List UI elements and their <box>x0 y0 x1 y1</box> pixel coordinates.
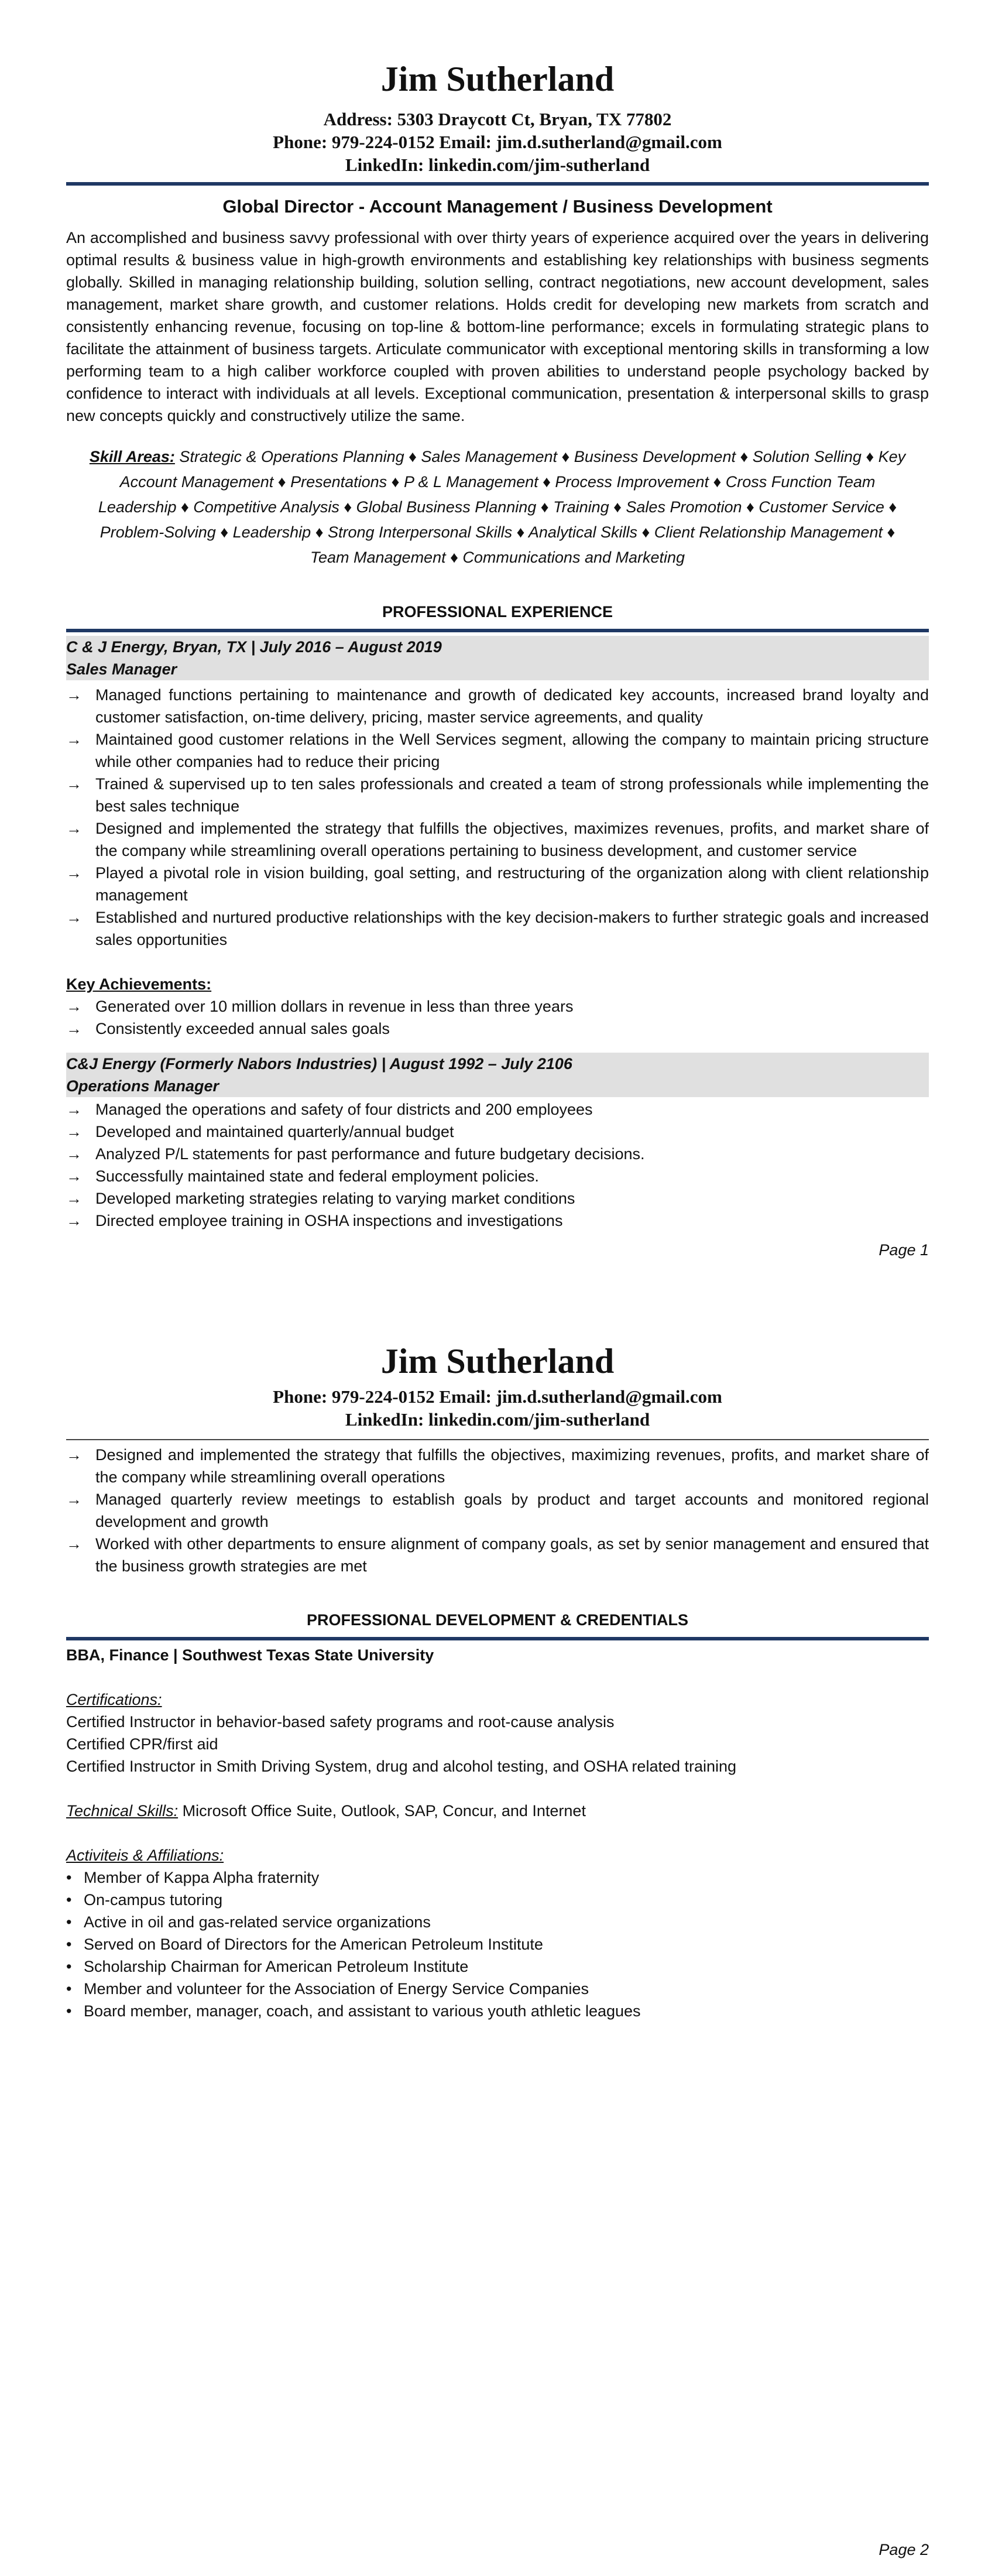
list-item-text: Managed the operations and safety of four districts and 200 employees <box>95 1101 593 1118</box>
bullet-icon: • <box>66 1913 72 1931</box>
bullet-icon: → <box>66 1446 82 1464</box>
candidate-name: Jim Sutherland <box>380 60 615 98</box>
page-number: Page 1 <box>879 1241 929 1259</box>
tech-label: Technical Skills: <box>66 1802 179 1820</box>
bullet-icon: → <box>66 1123 82 1140</box>
job-company: C&J Energy (Formerly Nabors Industries) | August 1992 – July 2106 <box>66 1055 572 1073</box>
skill-areas <box>66 444 929 570</box>
divider <box>66 1439 929 1440</box>
list-item-text: Managed functions pertaining to maintenance and growth of dedicated key accounts, increased brand loyalty and customer satisfaction, on-time delivery, pricing, master service agreements, and quality <box>95 686 929 726</box>
list-item <box>66 817 929 862</box>
list-item <box>66 1187 929 1210</box>
bullet-icon: • <box>66 1958 72 1975</box>
list-item <box>66 773 929 817</box>
list-item <box>66 1866 929 1889</box>
list-item-text: Developed marketing strategies relating to varying market conditions <box>95 1190 575 1207</box>
list-item <box>66 995 929 1018</box>
bullet-icon: • <box>66 1891 72 1909</box>
education-heading: PROFESSIONAL DEVELOPMENT & CREDENTIALS <box>306 1611 689 1629</box>
list-item-text: Active in oil and gas-related service organizations <box>84 1913 431 1931</box>
list-item <box>66 1444 929 1488</box>
list-item-text: Board member, manager, coach, and assistant to various youth athletic leagues <box>84 2002 641 2020</box>
skills-text: Strategic & Operations Planning ♦ Sales Management ♦ Business Development ♦ Solution Selling ♦ Key Account Management ♦ Presentations ♦ P & L Management ♦ Process Improvement ♦ Cross Function Team Leadership ♦ Competitive Analysis ♦ Global Business Planning ♦ Training ♦ Sales Promotion ♦ Customer Service ♦ Problem-Solving ♦ Leadership ♦ Strong Interpersonal Skills ♦ Analytical Skills ♦ Client Relationship Management ♦ Team Management ♦ Communications and Marketing <box>98 448 906 566</box>
list-item <box>66 1889 929 1911</box>
bullet-list <box>66 1098 929 1232</box>
job-header <box>66 1053 929 1097</box>
bullet-icon: → <box>66 731 82 748</box>
experience-heading: PROFESSIONAL EXPERIENCE <box>382 603 613 621</box>
certification-list <box>66 1711 929 1777</box>
linkedin: LinkedIn: linkedin.com/jim-sutherland <box>345 1409 650 1430</box>
job-title: Global Director - Account Management / Business Development <box>222 196 773 217</box>
bullet-icon: → <box>66 1190 82 1207</box>
bullet-icon: • <box>66 1936 72 1953</box>
list-item-text: Generated over 10 million dollars in revenue in less than three years <box>95 998 574 1015</box>
bullet-icon: • <box>66 2002 72 2020</box>
bullet-icon: → <box>66 1212 82 1229</box>
bullet-icon: → <box>66 1167 82 1185</box>
list-item-text: Played a pivotal role in vision building, goal setting, and restructuring of the organization along with client relationship management <box>95 864 929 904</box>
list-item-text: Trained & supervised up to ten sales professionals and created a team of strong professionals while implementing the best sales technique <box>95 775 929 815</box>
degree: BBA, Finance | Southwest Texas State University <box>66 1646 434 1664</box>
list-item-text: Designed and implemented the strategy that fulfills the objectives, maximizing revenues, profits, and market share of the company while streamlining overall operations <box>95 1446 929 1486</box>
bullet-icon: → <box>66 820 82 837</box>
bullet-list <box>66 1444 929 1577</box>
bullet-icon: → <box>66 1145 82 1163</box>
certification-item: Certified CPR/first aid <box>66 1735 218 1753</box>
list-item-text: Consistently exceeded annual sales goals <box>95 1020 390 1037</box>
list-item <box>66 1955 929 1978</box>
achievements-label: Key Achievements: <box>66 975 212 993</box>
bullet-icon: → <box>66 1535 82 1553</box>
list-item-text: Managed quarterly review meetings to establish goals by product and target accounts and monitored regional development and growth <box>95 1491 929 1530</box>
list-item <box>66 1098 929 1121</box>
list-item <box>66 1911 929 1933</box>
list-item <box>66 1978 929 2000</box>
list-item <box>66 1533 929 1577</box>
job-header <box>66 636 929 680</box>
list-item <box>66 1210 929 1232</box>
bullet-icon: → <box>66 1491 82 1508</box>
list-item <box>66 684 929 728</box>
bullet-icon: → <box>66 1020 82 1037</box>
list-item <box>66 862 929 906</box>
list-item <box>66 1165 929 1187</box>
bullet-list <box>66 995 929 1040</box>
bullet-icon: → <box>66 775 82 793</box>
summary: An accomplished and business savvy professional with over thirty years of experience acquired over the years in delivering optimal results & business value in high-growth environments and establishing key relationships with business segments globally. Skilled in managing relationship building, solution selling, contract negotiations, new account development, sales management, market share growth, and customer relations. Holds credit for developing new markets from scratch and consistently enhancing revenue, focusing on top-line & bottom-line performance; excels in formulating strategic plans to facilitate the attainment of business targets. Articulate communicator with exceptional mentoring skills in transforming a low performing team to a high caliber workforce coupled with proven abilities to understand people psychology backed by confidence to interact with individuals at all levels. Exceptional communication, presentation & interpersonal skills to grasp new concepts quickly and constructively utilize the same. <box>66 229 929 424</box>
list-item <box>66 728 929 773</box>
phone-email: Phone: 979-224-0152 Email: jim.d.sutherland@gmail.com <box>273 1386 722 1407</box>
tech-skills: Microsoft Office Suite, Outlook, SAP, Concur, and Internet <box>178 1802 586 1820</box>
bullet-icon: • <box>66 1980 72 1998</box>
list-item-text: Successfully maintained state and federal employment policies. <box>95 1167 539 1185</box>
list-item-text: Developed and maintained quarterly/annual budget <box>95 1123 454 1140</box>
list-item <box>66 1018 929 1040</box>
job-role: Sales Manager <box>66 660 177 678</box>
list-item-text: Maintained good customer relations in the Well Services segment, allowing the company to maintain pricing structure while other companies had to reduce their pricing <box>95 731 929 770</box>
list-item-text: On-campus tutoring <box>84 1891 223 1909</box>
address: Address: 5303 Draycott Ct, Bryan, TX 77802 <box>323 109 672 129</box>
bullet-list <box>66 684 929 951</box>
candidate-name: Jim Sutherland <box>380 1342 615 1381</box>
certifications-label: Certifications: <box>66 1691 162 1708</box>
certification-item: Certified Instructor in Smith Driving System, drug and alcohol testing, and OSHA related training <box>66 1758 737 1775</box>
list-item-text: Designed and implemented the strategy that fulfills the objectives, maximizes revenues, profits, and market share of the company while streamlining overall operations pertaining to business development, and customer service <box>95 820 929 859</box>
bullet-icon: → <box>66 686 82 704</box>
job-role: Operations Manager <box>66 1077 219 1095</box>
list-item-text: Scholarship Chairman for American Petroleum Institute <box>84 1958 469 1975</box>
activities-label: Activiteis & Affiliations: <box>66 1847 224 1864</box>
divider <box>66 182 929 186</box>
bullet-icon: → <box>66 998 82 1015</box>
list-item-text: Directed employee training in OSHA inspections and investigations <box>95 1212 563 1229</box>
list-item-text: Served on Board of Directors for the American Petroleum Institute <box>84 1936 543 1953</box>
list-item-text: Member and volunteer for the Association of Energy Service Companies <box>84 1980 589 1998</box>
phone-email: Phone: 979-224-0152 Email: jim.d.sutherland@gmail.com <box>273 132 722 152</box>
list-item-text: Member of Kappa Alpha fraternity <box>84 1869 320 1886</box>
linkedin: LinkedIn: linkedin.com/jim-sutherland <box>345 155 650 175</box>
list-item <box>66 1933 929 1955</box>
certification-item: Certified Instructor in behavior-based safety programs and root-cause analysis <box>66 1713 615 1731</box>
page-number: Page 2 <box>879 2541 929 2558</box>
bullet-icon: • <box>66 1869 72 1886</box>
bullet-icon: → <box>66 864 82 882</box>
list-item <box>66 1488 929 1533</box>
divider <box>66 1637 929 1640</box>
list-item <box>66 906 929 951</box>
list-item <box>66 2000 929 2022</box>
list-item-text: Established and nurtured productive relationships with the key decision-makers to further strategic goals and increased sales opportunities <box>95 909 929 948</box>
bullet-icon: → <box>66 909 82 926</box>
page-2 <box>0 1288 995 2576</box>
list-item <box>66 1143 929 1165</box>
bullet-list <box>66 1866 929 2022</box>
list-item-text: Worked with other departments to ensure alignment of company goals, as set by senior management and ensured that the business growth strategies are met <box>95 1535 929 1575</box>
skills-label: Skill Areas: <box>89 448 175 465</box>
list-item <box>66 1121 929 1143</box>
divider <box>66 629 929 632</box>
list-item-text: Analyzed P/L statements for past performance and future budgetary decisions. <box>95 1145 645 1163</box>
job-company: C & J Energy, Bryan, TX | July 2016 – August 2019 <box>66 638 442 656</box>
bullet-icon: → <box>66 1101 82 1118</box>
